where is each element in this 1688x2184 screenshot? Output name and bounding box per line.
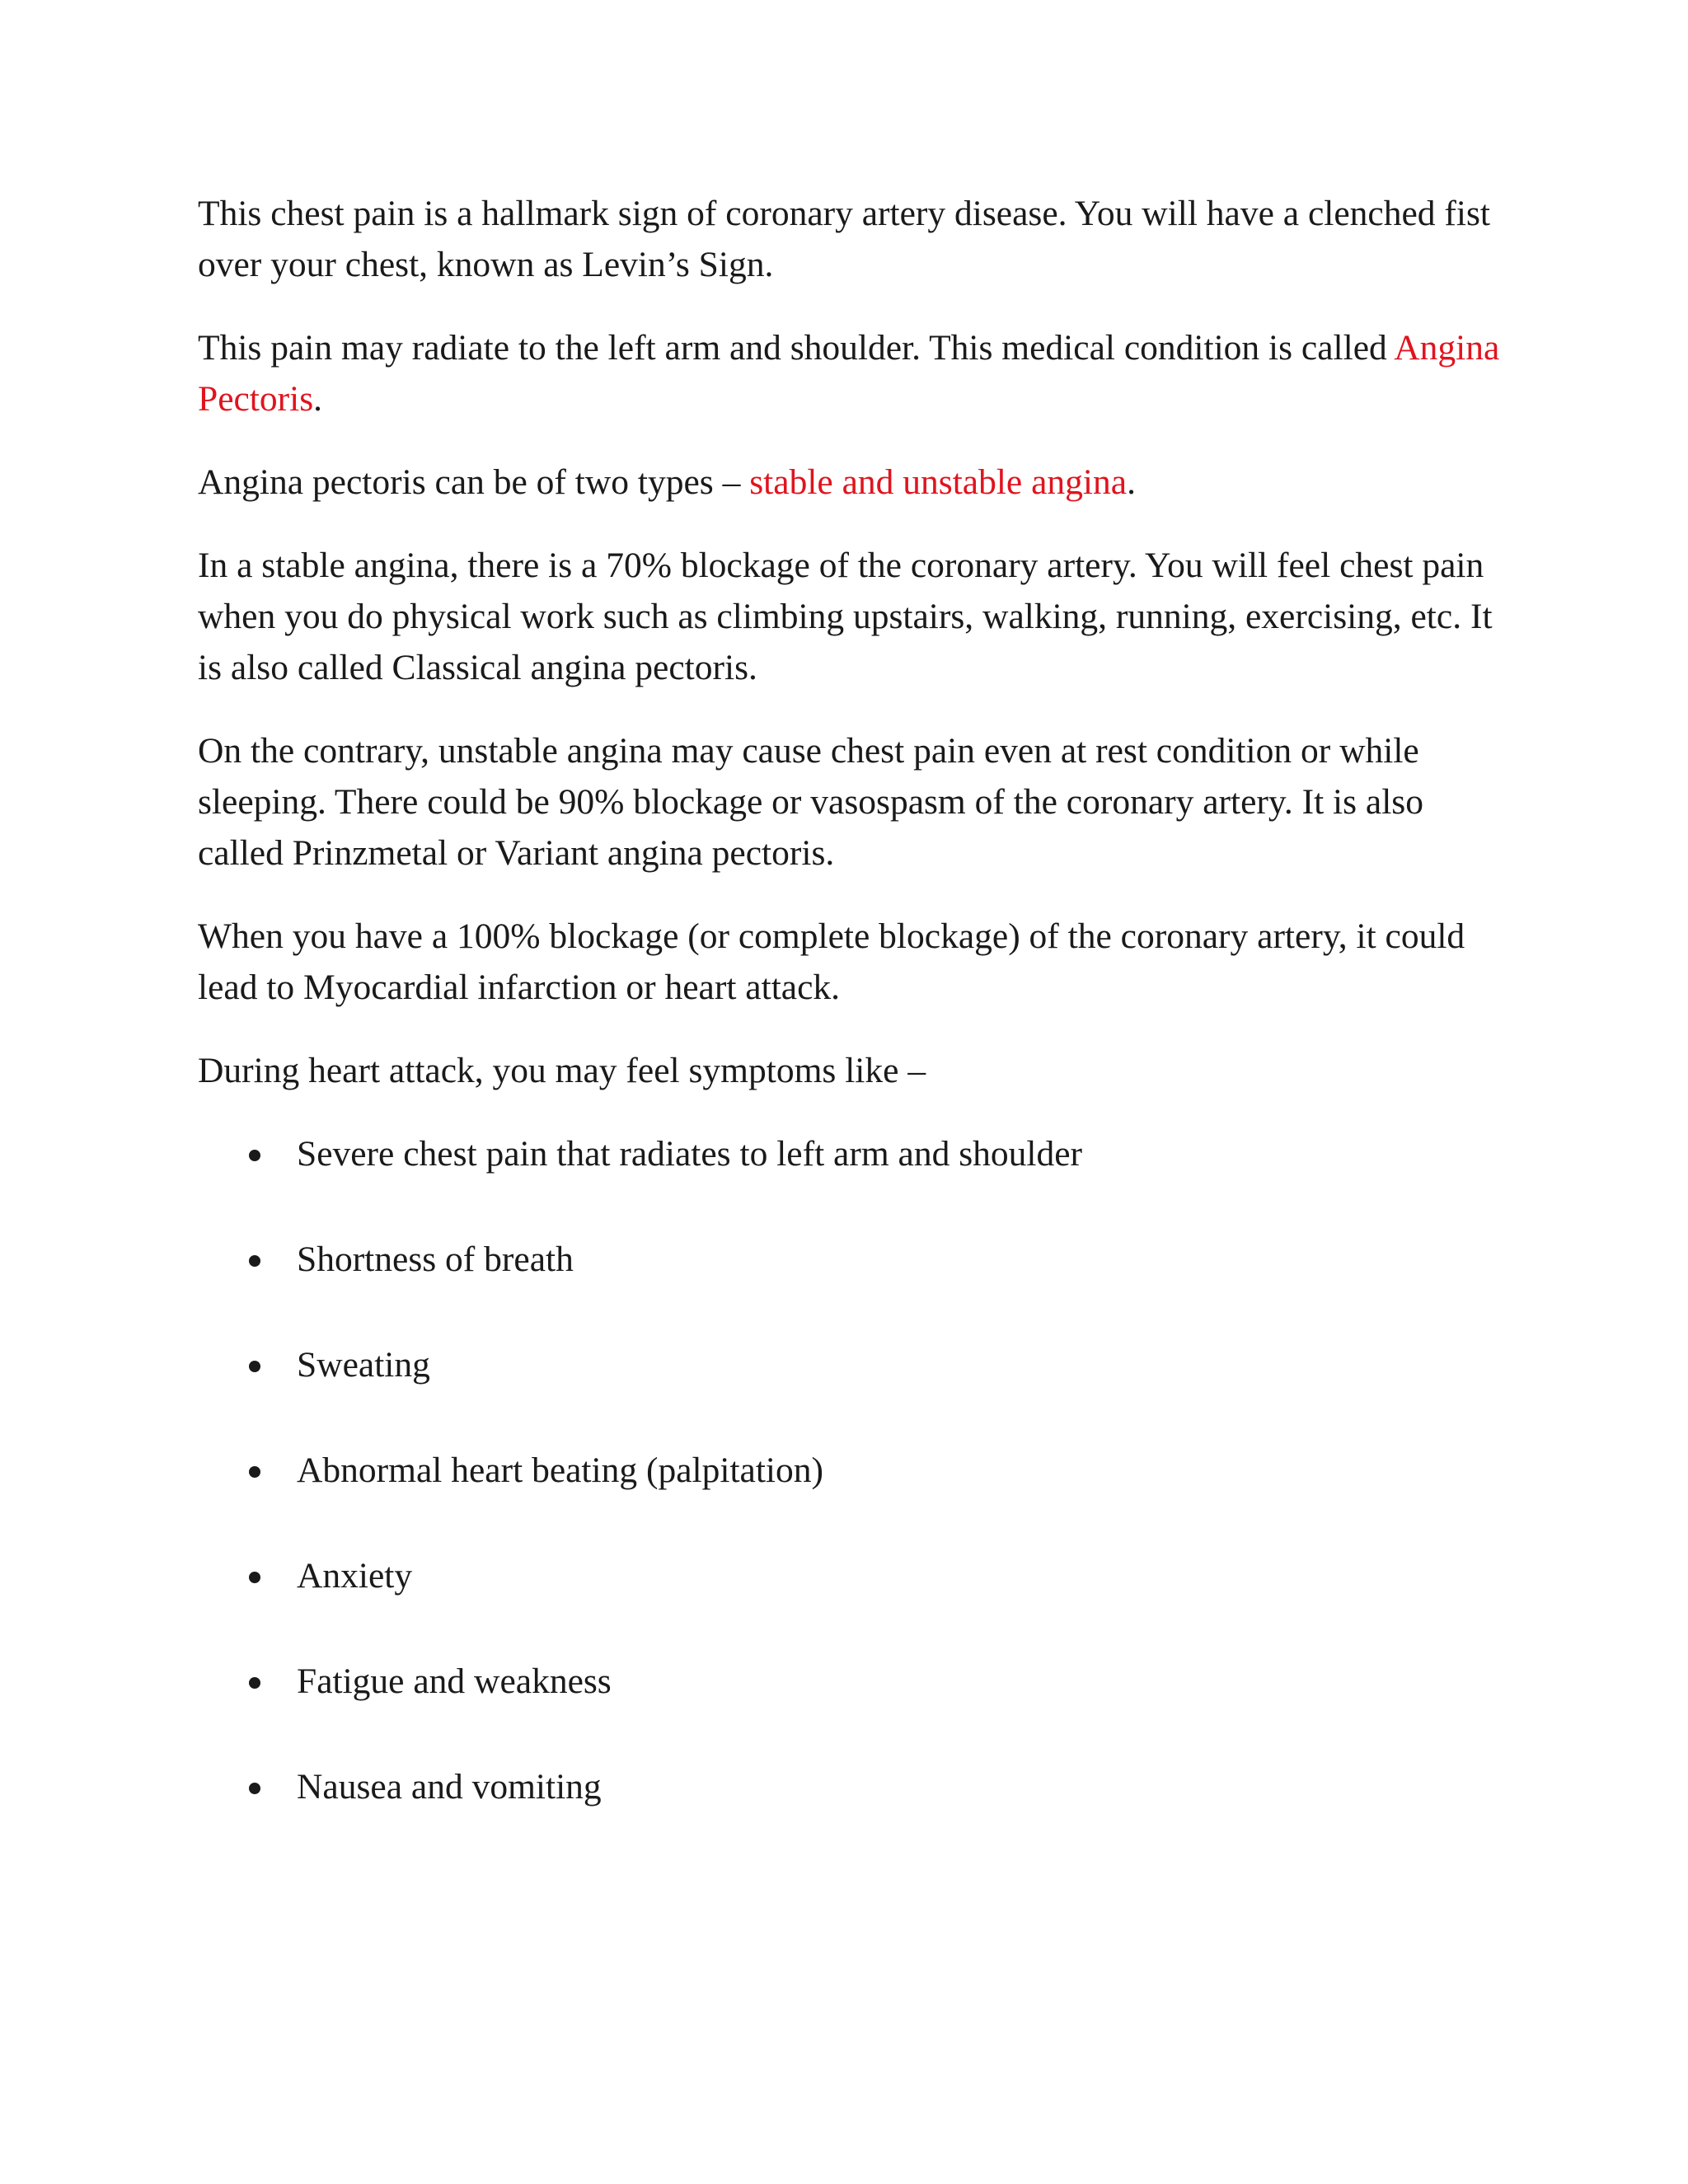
list-item-text: Fatigue and weakness: [297, 1661, 612, 1701]
paragraph-myocardial-infarction: When you have a 100% blockage (or complete blockage) of the coronary artery, it could lead to Myocardial infarction or heart attack.: [198, 916, 1465, 1007]
list-item: [198, 1761, 1517, 1812]
stable-unstable-angina-link[interactable]: stable and unstable angina: [749, 462, 1128, 502]
list-item: [198, 1445, 1517, 1496]
document-page: [198, 188, 1517, 1867]
paragraph-end: .: [1127, 462, 1136, 502]
paragraph-stable-angina: In a stable angina, there is a 70% blockage of the coronary artery. You will feel chest pain when you do physical work such as climbing upstairs, walking, running, exercising, etc. It is also called Classical angina pectoris.: [198, 546, 1493, 687]
bullet-icon: [249, 1677, 260, 1689]
list-item: [198, 1550, 1517, 1601]
paragraph-text: This pain may radiate to the left arm and shoulder. This medical condition is called: [198, 328, 1395, 368]
bullet-icon: [249, 1361, 260, 1372]
list-item: [198, 1656, 1517, 1707]
list-item-text: Shortness of breath: [297, 1240, 574, 1279]
bullet-icon: [249, 1783, 260, 1794]
paragraph-levins-sign: This chest pain is a hallmark sign of coronary artery disease. You will have a clenched fist over your chest, known as Levin’s Sign.: [198, 194, 1490, 284]
paragraph-text: Angina pectoris can be of two types –: [198, 462, 750, 502]
symptoms-list: [198, 1128, 1517, 1812]
list-item-text: Anxiety: [297, 1556, 413, 1596]
bullet-icon: [249, 1466, 260, 1478]
paragraph-unstable-angina: On the contrary, unstable angina may cause chest pain even at rest condition or while sleeping. There could be 90% blockage or vasospasm of the coronary artery. It is also called Prinzmetal or Variant angina pectoris.: [198, 731, 1423, 873]
paragraph-angina-types: [198, 457, 1517, 508]
list-item-text: Abnormal heart beating (palpitation): [297, 1451, 823, 1490]
list-item-text: Severe chest pain that radiates to left arm and shoulder: [297, 1134, 1083, 1174]
paragraph-angina-pectoris: [198, 322, 1517, 424]
paragraph-symptoms-intro: During heart attack, you may feel symptoms like –: [198, 1051, 926, 1090]
bullet-icon: [249, 1255, 260, 1267]
bullet-icon: [249, 1150, 260, 1161]
list-item: [198, 1234, 1517, 1285]
list-item: [198, 1128, 1517, 1179]
list-item: [198, 1339, 1517, 1390]
bullet-icon: [249, 1572, 260, 1583]
list-item-text: Sweating: [297, 1345, 430, 1385]
paragraph-end: .: [313, 379, 323, 419]
angina-pectoris-link[interactable]: Angina Pectoris: [198, 328, 1500, 419]
list-item-text: Nausea and vomiting: [297, 1767, 602, 1807]
